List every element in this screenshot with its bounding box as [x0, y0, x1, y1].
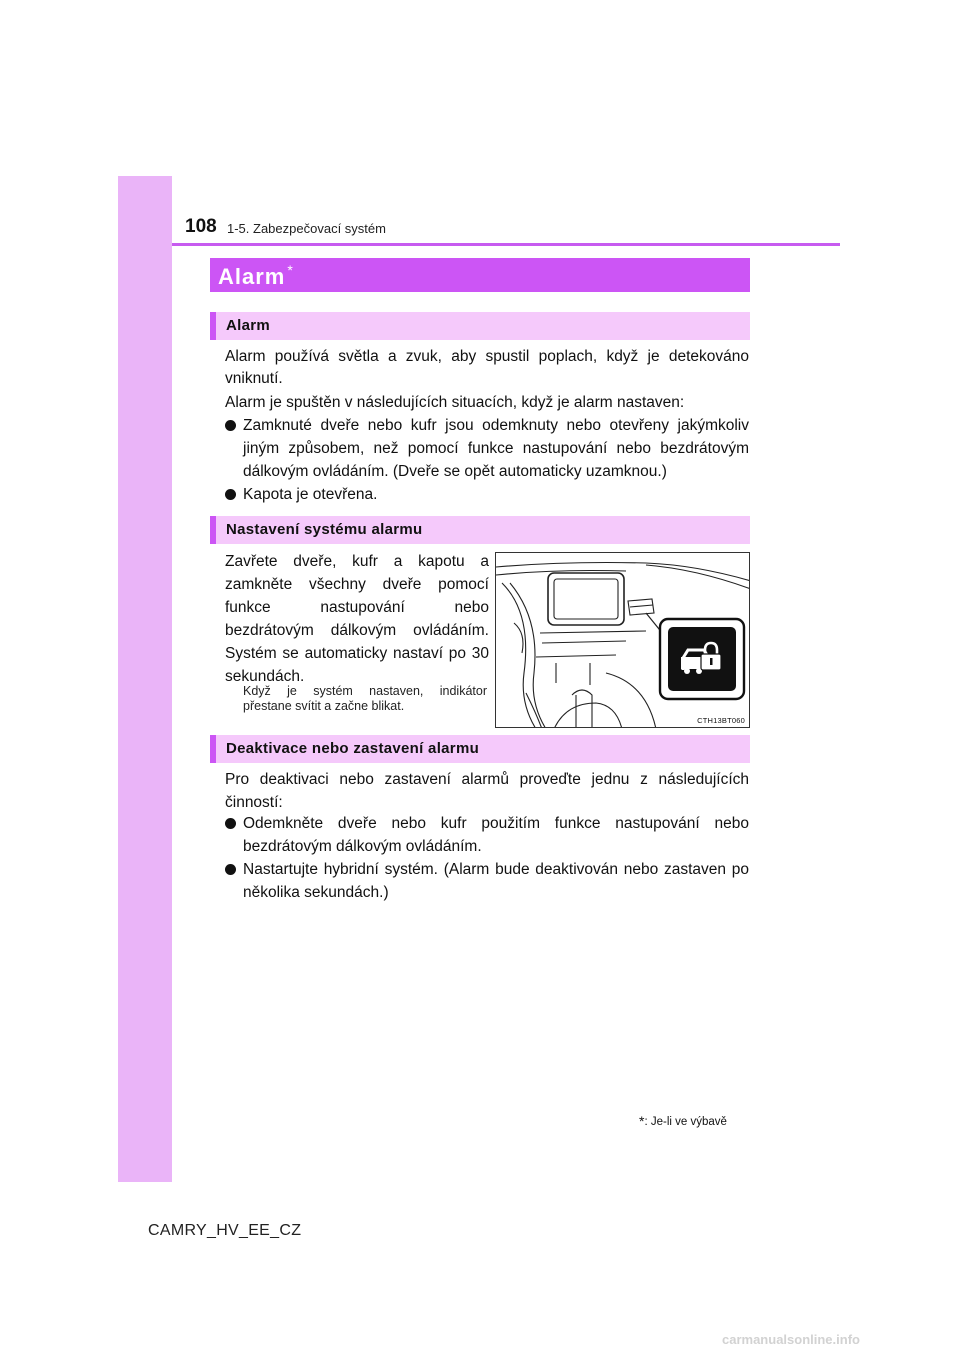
- document-code: CAMRY_HV_EE_CZ: [148, 1222, 302, 1239]
- chapter-title: 1-5. Zabezpečovací systém: [227, 221, 386, 236]
- header-rule: [172, 243, 840, 246]
- deactivation-bullet-1-text: Odemkněte dveře nebo kufr použitím funkce nastupování nebo bezdrátovým dálkovým ovládáním.: [243, 815, 749, 855]
- alarm-bullet-1-text: Zamknuté dveře nebo kufr jsou odemknuty nebo otevřeny jakýmkoliv jiným způsobem, než pomocí funkce nastupování nebo bezdrátovým dálkovým ovládáním. (Dveře se opět automaticky uzamknou.): [243, 417, 749, 480]
- deactivation-bullet-1: [225, 812, 749, 858]
- bullet-dot: [225, 864, 236, 875]
- setting-note: Když je systém nastaven, indikátor přestane svítit a začne blikat.: [243, 684, 487, 713]
- setting-paragraph: Zavřete dveře, kufr a kapotu a zamkněte všechny dveře pomocí funkce nastupování nebo bezdrátovým dálkovým ovládáním. Systém se automaticky nastaví po 30 sekundách.: [225, 553, 489, 685]
- dashboard-drawing: [496, 553, 750, 728]
- side-color-band: [118, 176, 172, 1182]
- page-title: [218, 262, 294, 290]
- section-heading-deactivation: [210, 735, 750, 763]
- main-title-bar: [210, 258, 750, 292]
- bullet-dot: [225, 818, 236, 829]
- footnote: [639, 1113, 727, 1129]
- alarm-bullet-2-text: Kapota je otevřena.: [243, 486, 378, 503]
- footnote-asterisk: *: [639, 1113, 645, 1129]
- deactivation-bullet-2: [225, 858, 749, 904]
- alarm-bullet-1: [225, 414, 749, 483]
- section-heading-alarm-text: Alarm: [226, 317, 271, 334]
- section-heading-setting: [210, 516, 750, 544]
- alarm-paragraph-1: Alarm používá světla a zvuk, aby spustil poplach, když je detekováno vniknutí.: [225, 348, 749, 387]
- section-heading-setting-text: Nastavení systému alarmu: [226, 521, 423, 538]
- page-number: 108: [185, 216, 217, 237]
- section-heading-deactivation-text: Deaktivace nebo zastavení alarmu: [226, 740, 480, 757]
- dashboard-illustration: [495, 552, 750, 728]
- section-heading-alarm: [210, 312, 750, 340]
- bullet-dot: [225, 489, 236, 500]
- page-title-text: Alarm: [218, 264, 286, 289]
- watermark: carmanualsonline.info: [722, 1332, 860, 1347]
- deactivation-bullet-2-text: Nastartujte hybridní systém. (Alarm bude deaktivován nebo zastaven po několika sekundách.): [243, 861, 749, 901]
- alarm-bullet-2: [225, 483, 749, 506]
- illustration-code: CTH13BT060: [697, 716, 745, 725]
- bullet-dot: [225, 420, 236, 431]
- deactivation-paragraph: Pro deaktivaci nebo zastavení alarmů proveďte jednu z následujících činností:: [225, 771, 749, 811]
- footnote-text: : Je-li ve výbavě: [644, 1116, 727, 1128]
- title-asterisk: *: [287, 262, 294, 278]
- alarm-paragraph-2: Alarm je spuštěn v následujících situacích, když je alarm nastaven:: [225, 394, 685, 411]
